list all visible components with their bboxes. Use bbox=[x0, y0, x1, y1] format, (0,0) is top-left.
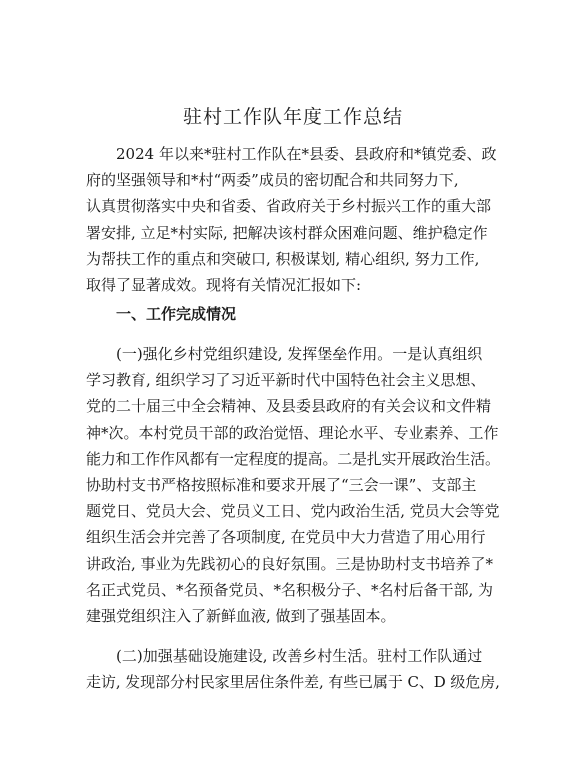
subsection1-line: 讲政治, 事业为先践初心的良好氛围。三是协助村支书培养了* bbox=[86, 554, 494, 573]
document-title: 驻村工作队年度工作总结 bbox=[182, 106, 403, 128]
intro-line: 2024 年以来*驻村工作队在*县委、县政府和*镇党委、政 bbox=[116, 145, 497, 163]
subsection1-line: 党的二十届三中全会精神、及县委县政府的有关会议和文件精 bbox=[86, 397, 492, 416]
subsection2-line: 走访, 发现部分村民家里居住条件差, 有些已属于 C、D 级危房, bbox=[86, 673, 500, 692]
subsection2-line: (二)加强基础设施建设, 改善乡村生活。驻村工作队通过 bbox=[116, 647, 483, 665]
intro-line: 府的坚强领导和*村“两委”成员的密切配合和共同努力下, bbox=[86, 171, 459, 190]
subsection1-line: 名正式党员、*名预备党员、*名积极分子、*名村后备干部, 为 bbox=[86, 580, 494, 599]
subsection1-line: (一)强化乡村党组织建设, 发挥堡垒作用。一是认真组织 bbox=[116, 345, 483, 363]
intro-line: 署安排, 立足*村实际, 把解决该村群众困难问题、维护稳定作 bbox=[86, 223, 488, 242]
subsection1-line: 神*次。本村党员干部的政治觉悟、理论水平、专业素养、工作 bbox=[86, 423, 499, 442]
subsection1-line: 协助村支书严格按照标准和要求开展了“三会一课”、支部主 bbox=[86, 476, 477, 494]
subsection1-line: 题党日、党员大会、党员义工日、党内政治生活, 党员大会等党 bbox=[86, 502, 500, 521]
subsection1-line: 能力和工作作风都有一定程度的提高。二是扎实开展政治生活。 bbox=[86, 449, 500, 468]
intro-line: 认真贯彻落实中央和省委、省政府关于乡村振兴工作的重大部 bbox=[86, 197, 492, 216]
intro-line: 为帮扶工作的重点和突破口, 积极谋划, 精心组织, 努力工作, bbox=[86, 249, 480, 268]
section-heading: 一、工作完成情况 bbox=[116, 305, 237, 323]
subsection1-line: 学习教育, 组织学习了习近平新时代中国特色社会主义思想、 bbox=[86, 371, 486, 390]
subsection1-line: 建强党组织注入了新鲜血液, 做到了强基固本。 bbox=[86, 607, 396, 625]
intro-line: 取得了显著成效。现将有关情况汇报如下: bbox=[86, 276, 362, 294]
subsection1-line: 组织生活会并完善了各项制度, 在党员中大力营造了用心用行 bbox=[86, 528, 486, 547]
